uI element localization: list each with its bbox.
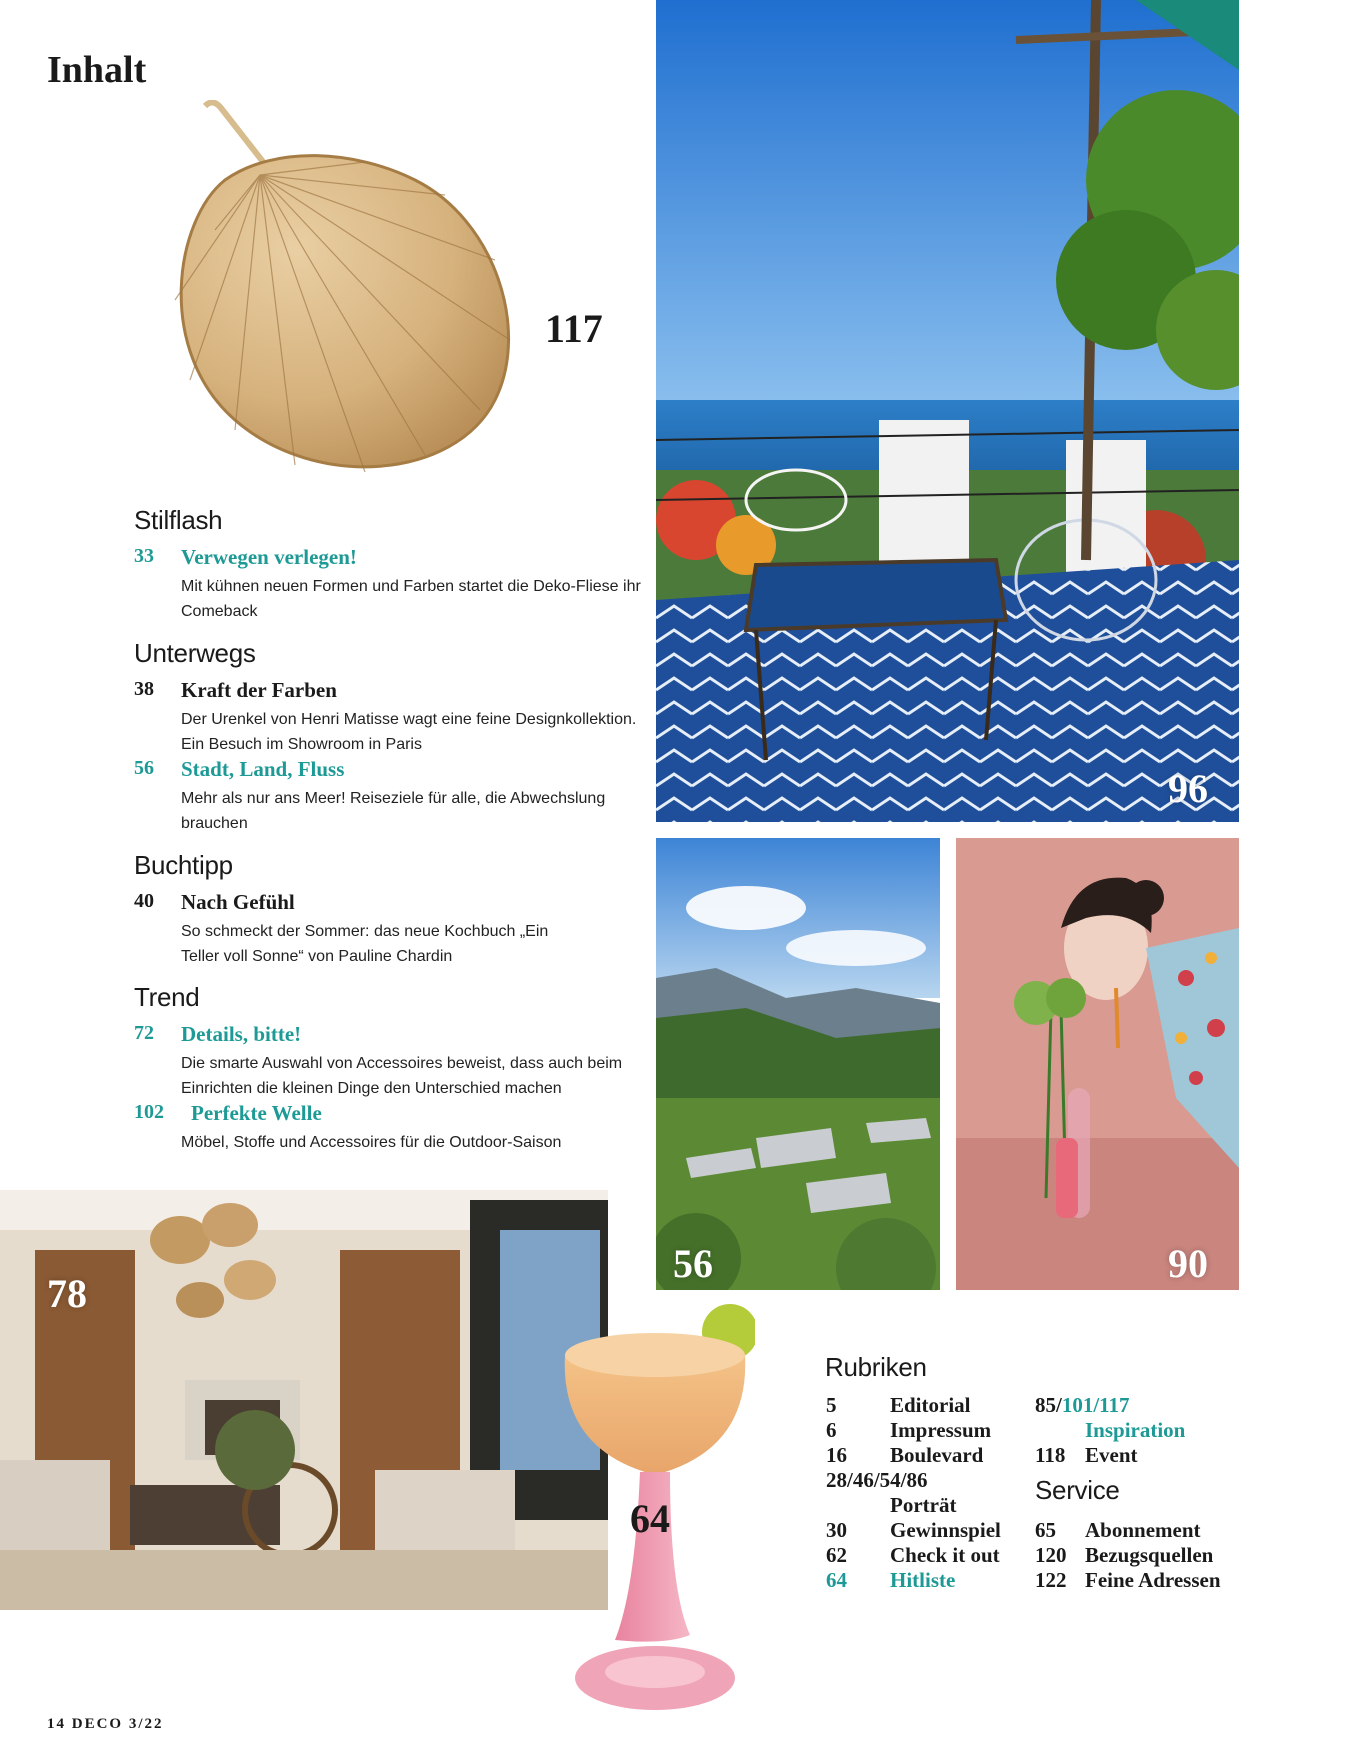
feature-number-flower-woman: 90 xyxy=(1168,1241,1208,1286)
service-page: 122 xyxy=(1035,1568,1067,1592)
rubrik-page: 30 xyxy=(826,1518,847,1542)
rubrik-page: 62 xyxy=(826,1543,847,1567)
section-heading-stilflash: Stilflash xyxy=(134,505,223,535)
rubrik-title[interactable]: Hitliste xyxy=(890,1568,956,1592)
rubrik-title[interactable]: Editorial xyxy=(890,1393,971,1417)
section-heading-unterwegs: Unterwegs xyxy=(134,638,256,668)
rubrik-title[interactable]: Event xyxy=(1085,1443,1138,1467)
service-title[interactable]: Abonnement xyxy=(1085,1518,1201,1542)
toc-entry-description: Mit kühnen neuen Formen und Farben startet die Deko-Fliese ihr Comeback xyxy=(181,578,641,620)
service-page: 120 xyxy=(1035,1543,1067,1567)
flower-woman-photo xyxy=(956,838,1239,1290)
toc-entry-title: Perfekte Welle xyxy=(191,1101,322,1125)
toc-entry-title: Details, bitte! xyxy=(181,1022,302,1046)
living-room-photo xyxy=(0,1190,608,1610)
section-heading-service: Service xyxy=(1035,1475,1120,1505)
rubrik-page: 28/46/54/86 xyxy=(826,1468,928,1492)
service-page: 65 xyxy=(1035,1518,1056,1542)
section-heading-trend: Trend xyxy=(134,982,200,1012)
toc-entry-description: Möbel, Stoffe und Accessoires für die Outdoor-Saison xyxy=(181,1134,562,1151)
rubrik-title[interactable]: Check it out xyxy=(890,1543,1000,1567)
rubrik-page: 64 xyxy=(826,1568,847,1592)
rubrik-title[interactable]: Impressum xyxy=(890,1418,992,1442)
rubrik-page-inspiration xyxy=(1035,1393,1130,1418)
rubrik-title[interactable]: Boulevard xyxy=(890,1443,984,1467)
service-title[interactable]: Feine Adressen xyxy=(1085,1568,1221,1592)
toc-entry-description: Die smarte Auswahl von Accessoires beweist, dass auch beim Einrichten die kleinen Dinge den Unterschied machen xyxy=(181,1055,623,1097)
toc-entry-description: So schmeckt der Sommer: das neue Kochbuch „Ein Teller voll Sonne“ von Pauline Chardin xyxy=(181,923,549,965)
page-title: Inhalt xyxy=(47,49,147,91)
mountain-photo xyxy=(656,838,940,1290)
toc-entry-title: Stadt, Land, Fluss xyxy=(181,757,345,781)
toc-entry-title: Nach Gefühl xyxy=(181,890,295,914)
rubrik-title[interactable]: Gewinnspiel xyxy=(890,1518,1001,1542)
toc-page-number: 102 xyxy=(134,1101,164,1123)
rubrik-page: 16 xyxy=(826,1443,847,1467)
feature-number-living-room: 78 xyxy=(47,1271,87,1316)
page-footer: 14 DECO 3/22 xyxy=(47,1716,164,1732)
terrace-photo xyxy=(656,0,1239,822)
toc-page-number: 72 xyxy=(134,1022,154,1044)
palm-fan-image xyxy=(165,100,555,500)
toc-page-number: 40 xyxy=(134,890,154,912)
toc-entry-title: Verwegen verlegen! xyxy=(181,545,357,569)
feature-number-fan: 117 xyxy=(545,306,603,351)
toc-page-number: 33 xyxy=(134,545,154,567)
toc-page-number: 56 xyxy=(134,757,154,779)
rubrik-page: 5 xyxy=(826,1393,837,1417)
section-heading-buchtipp: Buchtipp xyxy=(134,850,233,880)
rubrik-title[interactable]: Porträt xyxy=(890,1493,957,1517)
toc-page-number: 38 xyxy=(134,678,154,700)
rubrik-title[interactable]: Inspiration xyxy=(1085,1418,1186,1442)
inspiration-pages-teal: 101/117 xyxy=(1061,1393,1130,1417)
feature-number-glass: 64 xyxy=(630,1496,670,1541)
rubrik-page: 6 xyxy=(826,1418,837,1442)
feature-number-mountains: 56 xyxy=(673,1241,713,1286)
toc-entry-title: Kraft der Farben xyxy=(181,678,337,702)
feature-number-terrace: 96 xyxy=(1168,766,1208,811)
toc-entry-description: Mehr als nur ans Meer! Reiseziele für alle, die Abwechslung brauchen xyxy=(181,790,606,832)
section-heading-rubriken: Rubriken xyxy=(825,1352,927,1382)
rubrik-page: 118 xyxy=(1035,1443,1066,1467)
toc-entry-description: Der Urenkel von Henri Matisse wagt eine feine Designkollektion. Ein Besuch im Showroom in Paris xyxy=(181,711,637,753)
inspiration-pages-dark: 85/ xyxy=(1035,1393,1062,1417)
service-title[interactable]: Bezugsquellen xyxy=(1085,1543,1214,1567)
